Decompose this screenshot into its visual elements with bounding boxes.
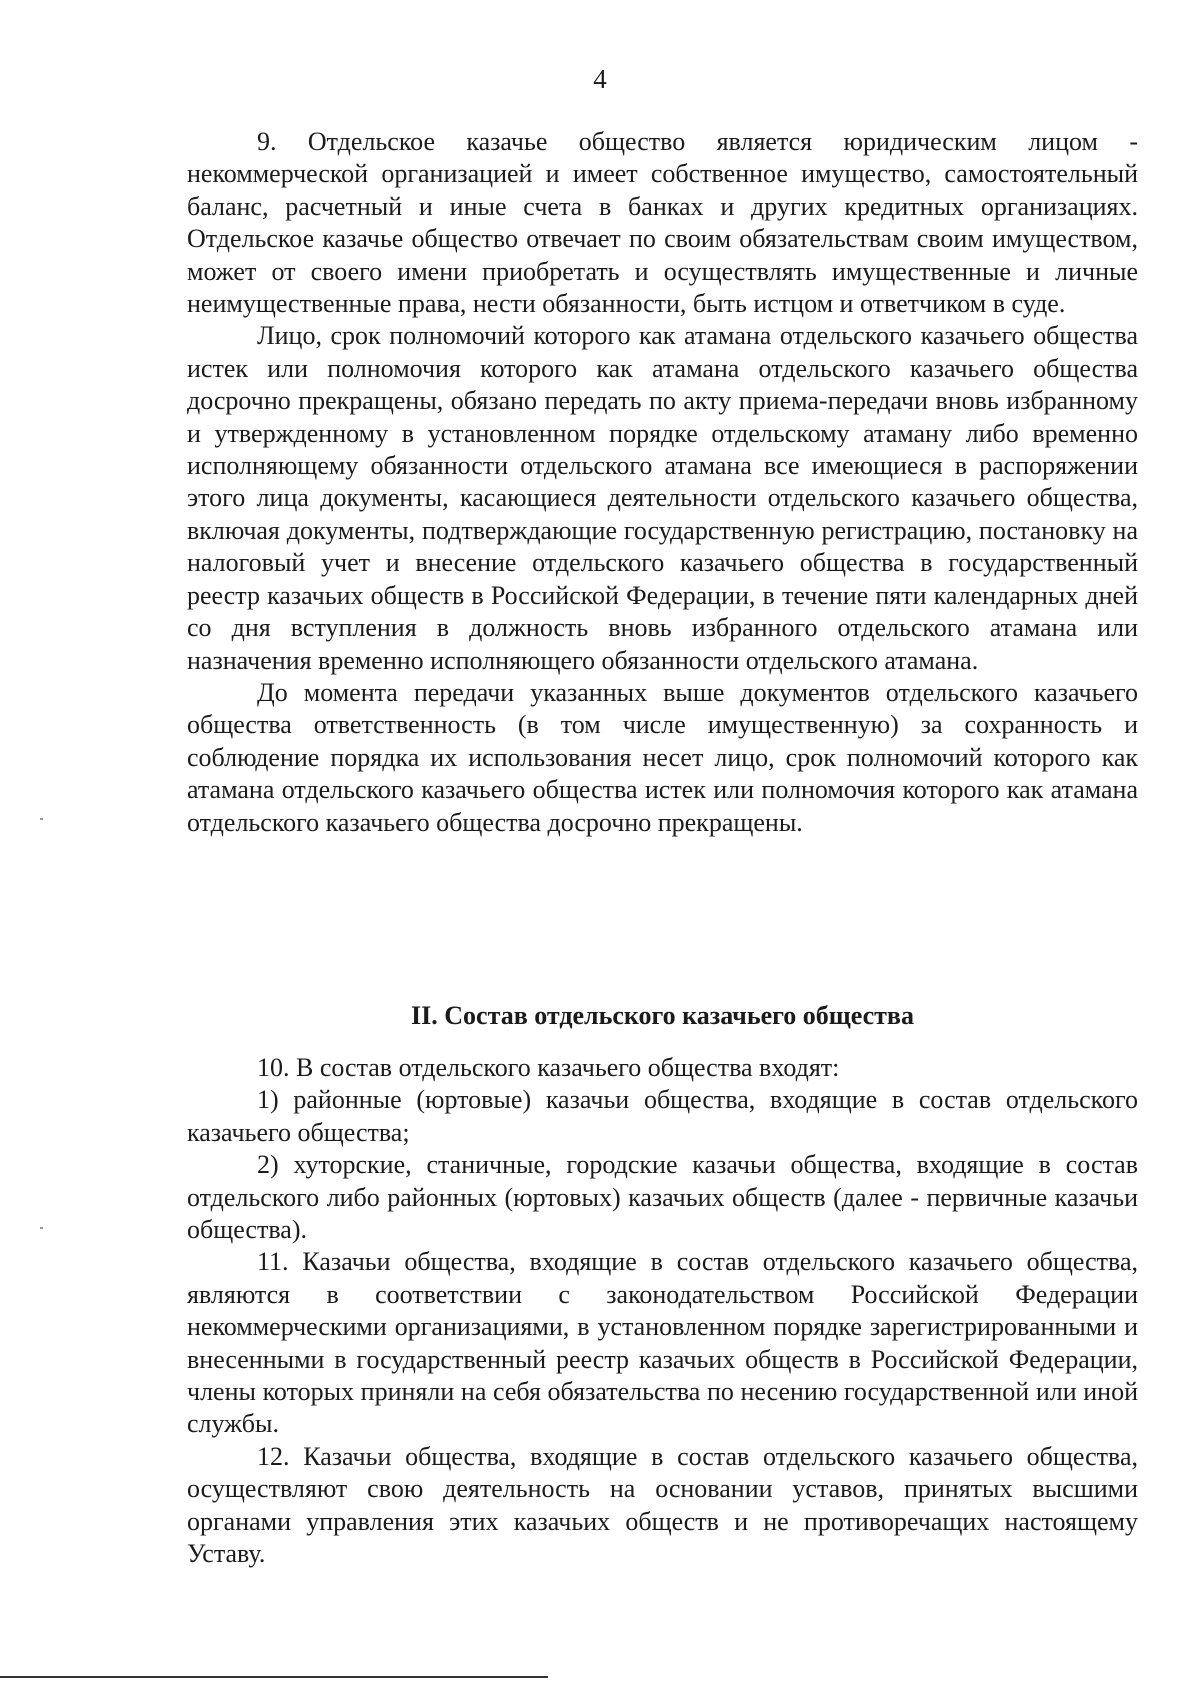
section-heading: II. Состав отдельского казачьего общества — [411, 1001, 914, 1030]
paragraph-article-11: 11. Казачьи общества, входящие в состав отдельского казачьего общества, являются в соответствии с законодательством Российской Федерации некоммерческими организациями, в установленном порядке зарегистрированными и внесенными в государственный реестр казачьих обществ в Российской Федерации, члены которых приняли на себя обязательства по несению государственной или иной службы. — [187, 1247, 1138, 1439]
paragraph-article-12: 12. Казачьи общества, входящие в состав отдельского казачьего общества, осуществляют свою деятельность на основании уставов, принятых высшими органами управления этих казачьих обществ и не противоречащих настоящему Уставу. — [187, 1441, 1138, 1569]
paragraph-article-10: 10. В состав отдельского казачьего общества входят: — [257, 1053, 840, 1082]
page-number: 4 — [593, 64, 607, 94]
paragraph-item-2: 2) хуторские, станичные, городские казачьи общества, входящие в состав отдельского либо районных (юртовых) казачьих обществ (далее - первичные казачьи общества). — [187, 1150, 1138, 1245]
section-composition-text — [187, 1052, 1138, 1571]
footer-rule — [0, 1676, 548, 1678]
scan-margin-speck — [40, 1227, 43, 1229]
paragraph-item-1: 1) районные (юртовые) казачьи общества, входящие в состав отдельского казачьего общества; — [187, 1085, 1138, 1147]
paragraph-article-9: 9. Отдельское казачье общество является юридическим лицом - некоммерческой организацией и имеет собственное имущество, самостоятельный баланс, расчетный и иные счета в банках и других кредитных организациях. Отдельское казачье общество отвечает по своим обязательствам своим имуществом, может от своего имени приобретать и осуществлять имущественные и личные неимущественные права, нести обязанности, быть истцом и ответчиком в суде. — [187, 127, 1138, 319]
article-9-text — [187, 126, 1138, 839]
paragraph-responsibility: До момента передачи указанных выше документов отдельского казачьего общества ответственность (в том числе имущественную) за сохранность и соблюдение порядка их использования несет лицо, срок полномочий которого как атамана отдельского казачьего общества истек или полномочия которого как атамана отдельского казачьего общества досрочно прекращены. — [187, 677, 1138, 837]
paragraph-ataman-documents-transfer: Лицо, срок полномочий которого как атамана отдельского казачьего общества истек или полномочия которого как атамана отдельского казачьего общества досрочно прекращены, обязано передать по акту приема-передачи вновь избранному и утвержденному в установленном порядке отдельскому атаману либо временно исполняющему обязанности отдельского атамана все имеющиеся в распоряжении этого лица документы, касающиеся деятельности отдельского казачьего общества, включая документы, подтверждающие государственную регистрацию, постановку на налоговый учет и внесение отдельского казачьего общества в государственный реестр казачьих обществ в Российской Федерации, в течение пяти календарных дней со дня вступления в должность вновь избранного отдельского атамана или назначения временно исполняющего обязанности отдельского атамана. — [187, 321, 1138, 675]
scan-margin-speck — [40, 818, 43, 820]
